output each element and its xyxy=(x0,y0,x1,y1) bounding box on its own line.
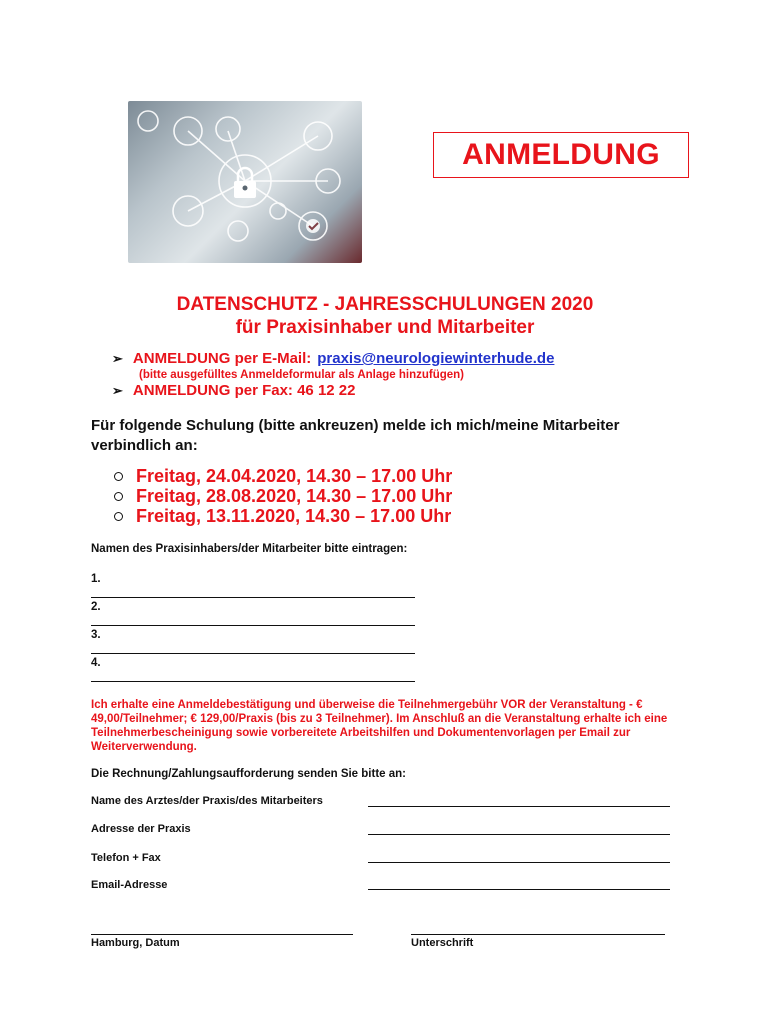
data-security-lock-network-icon xyxy=(128,101,362,263)
header-image xyxy=(128,101,362,263)
checkbox-circle-icon[interactable] xyxy=(114,512,123,521)
date-option-3[interactable] xyxy=(114,506,451,527)
invoice-label-phone: Telefon + Fax xyxy=(91,852,161,864)
intro-text: Für folgende Schulung (bitte ankreuzen) melde ich mich/meine Mitarbeiter verbindlich an: xyxy=(91,417,620,454)
name-number-2: 2. xyxy=(91,601,101,613)
date-option-1[interactable] xyxy=(114,466,452,487)
arrow-bullet-icon: ➢ xyxy=(112,350,123,366)
signature-line[interactable] xyxy=(411,934,665,935)
checkbox-circle-icon[interactable] xyxy=(114,492,123,501)
name-field-1[interactable] xyxy=(91,597,415,598)
email-link[interactable]: praxis@neurologiewinterhude.de xyxy=(317,350,555,367)
fax-registration-row xyxy=(112,382,355,399)
email-label: ANMELDUNG per E-Mail: xyxy=(132,350,312,367)
name-number-1: 1. xyxy=(91,573,101,585)
name-field-3[interactable] xyxy=(91,653,415,654)
date-label: Freitag, 13.11.2020, 14.30 – 17.00 Uhr xyxy=(136,506,452,526)
invoice-field-phone[interactable] xyxy=(368,862,670,863)
invoice-field-name[interactable] xyxy=(368,806,670,807)
registration-title-box: ANMELDUNG xyxy=(433,132,689,178)
arrow-bullet-icon: ➢ xyxy=(112,382,123,398)
date-option-2[interactable] xyxy=(114,486,452,507)
checkbox-circle-icon[interactable] xyxy=(114,472,123,481)
email-registration-row xyxy=(112,350,554,367)
invoice-label-address: Adresse der Praxis xyxy=(91,823,191,835)
date-label: Freitag, 24.04.2020, 14.30 – 17.00 Uhr xyxy=(136,466,453,486)
signature-label: Unterschrift xyxy=(411,937,474,949)
fax-label: ANMELDUNG per Fax: 46 12 22 xyxy=(132,382,356,399)
date-signature-line[interactable] xyxy=(91,934,353,935)
place-date-label: Hamburg, Datum xyxy=(91,937,180,949)
invoice-label-name: Name des Arztes/der Praxis/des Mitarbeiters xyxy=(91,795,323,807)
payment-notice: Ich erhalte eine Anmeldebestätigung und überweise die Teilnehmergebühr VOR der Veranstaltung - € 49,00/Teilnehmer; € 129,00/Praxis (bis zu 3 Teilnehmer). Im Anschluß an die Veranstaltung erhalte ich eine Teilnehmerbescheinigung sowie vorbereitete Arbeitshilfen und Dokumentenvorlagen per Email zur Weiterverwendung. xyxy=(91,699,668,753)
names-label: Namen des Praxisinhabers/der Mitarbeiter bitte eintragen: xyxy=(91,543,408,555)
invoice-field-email[interactable] xyxy=(368,889,670,890)
date-label: Freitag, 28.08.2020, 14.30 – 17.00 Uhr xyxy=(136,486,453,506)
name-number-3: 3. xyxy=(91,629,101,641)
invoice-label-email: Email-Adresse xyxy=(91,879,168,891)
invoice-field-address[interactable] xyxy=(368,834,670,835)
document-subtitle: für Praxisinhaber und Mitarbeiter xyxy=(235,317,535,338)
email-note: (bitte ausgefülltes Anmeldeformular als Anlage hinzufügen) xyxy=(139,369,465,381)
invoice-heading: Die Rechnung/Zahlungsaufforderung senden Sie bitte an: xyxy=(91,768,406,780)
name-field-4[interactable] xyxy=(91,681,415,682)
name-number-4: 4. xyxy=(91,657,101,669)
document-title: DATENSCHUTZ - JAHRESSCHULUNGEN 2020 xyxy=(176,294,594,315)
name-field-2[interactable] xyxy=(91,625,415,626)
